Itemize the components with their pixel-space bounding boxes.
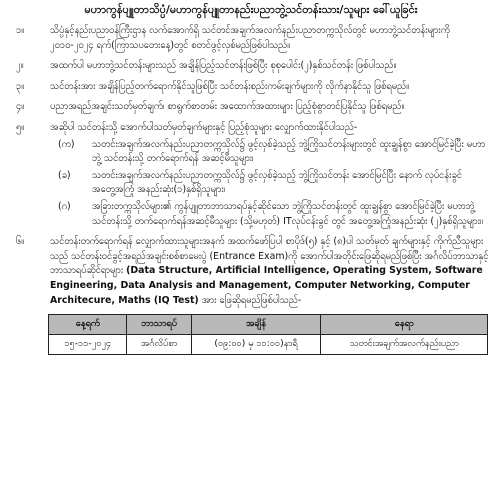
paragraph-number: ၁။ xyxy=(16,25,25,36)
paragraph-text: အထက်ပါ မဟာဘွဲ့သင်တန်းများသည် အချိန်ပြည့်သင်တန်းဖြစ်ပြီး စုစုပေါင်း(၂)နှစ်သင်တန်း ဖြစ်ပါသည်။ xyxy=(50,60,397,72)
sub-item-number: (ခ) xyxy=(58,169,71,181)
paragraph-number: ၄။ xyxy=(16,101,25,113)
column-header-venue: နေရာ xyxy=(321,315,488,335)
paragraph-text: သင်တန်းတက်ရောက်ရန် လျှောက်ထားသူများအနက် အထက်ဖော်ပြပါ စာပိုဒ်(၅) နှင့် (၈)ပါ သတ်မှတ် ချက်များနှင့် ကိုက်ညီသူများသည် သင်တန်းဝင်ခွင့်အရည်အချင်းစစ်စာမေးပွဲ (Entrance Exam)ကို အောက်ပါအတိုင်းဖြေဆိုရမည်ဖြစ်ပြီး အင်္ဂလိပ်ဘာသာနှင့် ဘာသာရပ်ဆိုင်ရာများ xyxy=(50,236,489,277)
document-page xyxy=(0,3,500,503)
column-header-subject: ဘာသာရပ် xyxy=(127,315,191,335)
paragraph-4 xyxy=(12,100,490,115)
cell-venue: သတင်းအချက်အလက်နည်းပညာ xyxy=(321,335,488,355)
column-header-date: နေ့ရက် xyxy=(49,315,127,335)
paragraph-3 xyxy=(12,80,490,95)
sub-item-text: အခြားတက္ကသိုလ်များ၏ ကွန်ပျူတာဘာသာရပ်နှင့်ဆိုင်သော ဘွဲ့ကြိုသင်တန်းတွင် ထူးချွန်စွာ အောင်မြင်ခဲ့ပြီး မဟာဘွဲ့သင်တန်းသို့ တက်ရောက်ရန်အဆင့်မီသူများ (သို့မဟုတ်) ITလုပ်ငန်းခွင် တွင် အတွေ့အကြုံအနည်းဆုံး (၂)နှစ်ရှိသူများ။ xyxy=(92,200,483,227)
paragraph-text: သင်တန်းအား အချိန်ပြည့်တက်ရောက်နိုင်သူဖြစ်ပြီး သင်တန်းစည်းကမ်းချက်များကို လိုက်နာနိုင်သူ ဖြစ်ရမည်။ xyxy=(50,80,410,92)
sub-item-number: (ဂ) xyxy=(58,200,71,212)
sub-item-ka xyxy=(50,138,490,167)
exam-schedule-table xyxy=(48,314,488,355)
page-title: မဟာကွန်ပျူတာသိပ္ပံ/မဟာကွန်ပျူတာနည်းပညာဘွဲ့သင်တန်းသား/သူများ ခေါ်ယူခြင်း xyxy=(84,3,418,16)
cell-time: (၀၉:၀၀) မှ ၁၁:၀၀)နာရီ xyxy=(191,335,321,355)
cell-subject: အင်္ဂလိပ်စာ xyxy=(127,335,191,355)
sub-item-ga xyxy=(50,200,490,229)
paragraph-text: အဆိုပါ သင်တန်းသို့ အောက်ပါသတ်မှတ်ချက်များနှင့် ပြည့်စုံသူများ လျှောက်ထားနိုင်ပါသည်- xyxy=(50,121,358,133)
cell-date: ၁၅-၁၁-၂၀၂၄ xyxy=(49,335,127,355)
paragraph-text: သိပ္ပံနှင့်နည်းပညာဝန်ကြီးဌာန လက်အောက်ရှိ သင်တင်အချက်အလက်နည်းပညာတက္ကသိုလ်တွင် မဟာဘွဲ့သင်တန်းများကို ၂၀၁၀-၂၀၂၄ ရက်(ကြာသပတေးနေ့)တွင် စတင်ဖွင့်လှစ်မည်ဖြစ်ပါသည်။ xyxy=(50,25,450,51)
paragraph-number: ၂။ xyxy=(16,60,24,72)
paragraph-text: ပညာအရည်အချင်းသတ်မှတ်ချက်၊ စာရွက်စာတမ်း အထောက်အထားများ ပြည့်စုံစွာတင်ပြနိုင်သူ ဖြစ်ရမည်။ xyxy=(50,101,405,113)
paragraph-number: ၃။ xyxy=(16,80,25,92)
table-row xyxy=(49,335,488,355)
column-header-time: အချိန် xyxy=(191,315,321,335)
paragraph-number: ၆။ xyxy=(16,236,25,248)
sub-item-kha xyxy=(50,169,490,198)
sub-item-number: (က) xyxy=(58,138,75,150)
sub-item-text: သတင်းအချက်အလက်နည်းပညာတက္ကသိုလ်၌ ဖွင့်လှစ်ခဲ့သည့် ဘွဲ့ကြိုသင်တန်း အောင်မြင်ပြီး နောက် လုပ်ငန်းခွင်အတွေ့အကြုံ အနည်းဆုံး(၁)နှစ်ရှိသူများ၊ xyxy=(92,169,462,196)
paragraph-6 xyxy=(12,235,490,308)
subject-list: (Data Structure, Artificial Intelligence, Operating System, Software Engineering, Data Analysis and Management, Computer Networking, Computer Architecure, Maths (IQ Test) xyxy=(50,265,483,306)
paragraph-number: ၅။ xyxy=(16,121,25,133)
paragraph-tail: အား ဖြေဆိုရမည်ဖြစ်ပါသည်- xyxy=(201,294,302,306)
paragraph-5 xyxy=(12,121,490,229)
paragraph-1 xyxy=(12,24,490,53)
paragraph-2 xyxy=(12,59,490,74)
table-header-row xyxy=(49,315,488,335)
sub-item-text: သတင်းအချက်အလက်နည်းပညာတက္ကသိုလ်၌ ဖွင့်လှစ်ခဲ့သည့် ဘွဲ့ကြိုသင်တန်းများတွင် ထူးချွန်စွာ အောင်မြင်ခဲ့ပြီး မဟာဘွဲ့ သင်တန်းသို့ တက်ရောက်ရန် အဆင့်မီသူများ၊ xyxy=(92,138,486,165)
